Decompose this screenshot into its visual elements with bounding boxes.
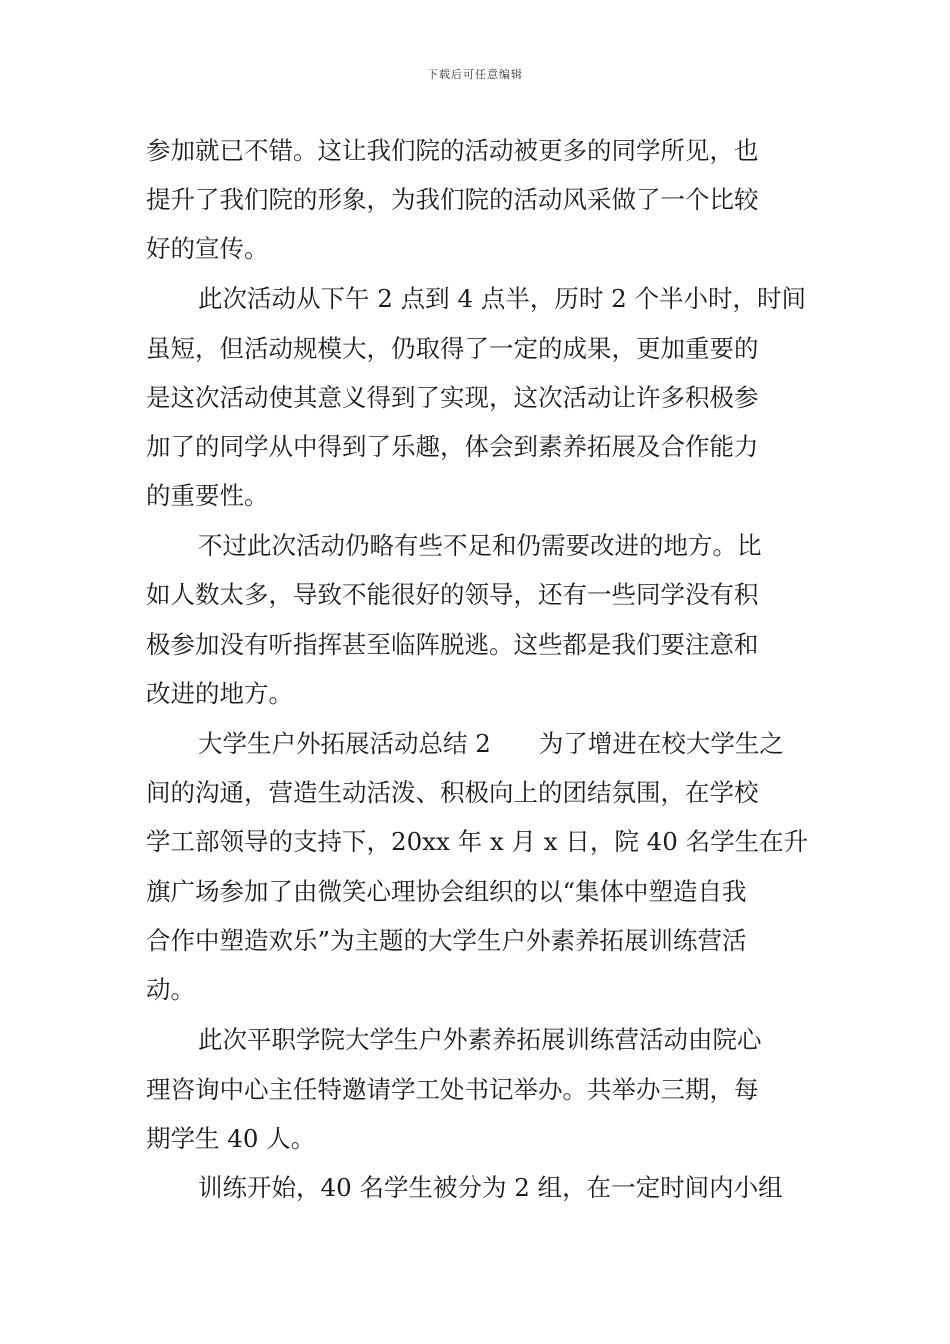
text-line: 极参加没有听指挥甚至临阵脱逃。这些都是我们要注意和	[146, 630, 759, 659]
text-line: 合作中塑造欢乐”为主题的大学生户外素养拓展训练营活	[146, 926, 747, 955]
text-line: 改进的地方。	[146, 679, 293, 708]
text-line: 好的宣传。	[146, 234, 269, 263]
text-line	[198, 729, 818, 759]
text-line: 旗广场参加了由微笑心理协会组织的以“集体中塑造自我	[146, 877, 747, 906]
page-header: 下载后可任意编辑	[427, 68, 523, 81]
section-title: 大学生户外拓展活动总结 2	[198, 729, 491, 758]
text-line: 不过此次活动仍略有些不足和仍需要改进的地方。比	[198, 531, 762, 560]
text-line: 期学生 40 人。	[146, 1124, 316, 1153]
text-line: 加了的同学从中得到了乐趣，体会到素养拓展及合作能力	[146, 432, 759, 461]
text-line: 此次平职学院大学生户外素养拓展训练营活动由院心	[198, 1025, 762, 1054]
text-line: 动。	[146, 975, 195, 1004]
text-line: 如人数太多，导致不能很好的领导，还有一些同学没有积	[146, 580, 759, 609]
text-line: 提升了我们院的形象，为我们院的活动风采做了一个比较	[146, 185, 759, 214]
text-line: 学工部领导的支持下，20xx 年 x 月 x 日，院 40 名学生在升	[146, 827, 809, 856]
text-line: 训练开始，40 名学生被分为 2 组，在一定时间内小组	[198, 1173, 783, 1202]
text-line: 的重要性。	[146, 481, 269, 510]
text-line: 间的沟通，营造生动活泼、积极向上的团结氛围，在学校	[146, 778, 759, 807]
text-line: 理咨询中心主任特邀请学工处书记举办。共举办三期，每	[146, 1075, 759, 1104]
text-line: 参加就已不错。这让我们院的活动被更多的同学所见，也	[146, 136, 759, 165]
text-fragment: 为了增进在校大学生之	[538, 729, 784, 758]
text-line: 此次活动从下午 2 点到 4 点半，历时 2 个半小时，时间	[198, 284, 806, 313]
text-line: 虽短，但活动规模大，仍取得了一定的成果，更加重要的	[146, 334, 759, 363]
text-line: 是这次活动使其意义得到了实现，这次活动让许多积极参	[146, 383, 759, 412]
